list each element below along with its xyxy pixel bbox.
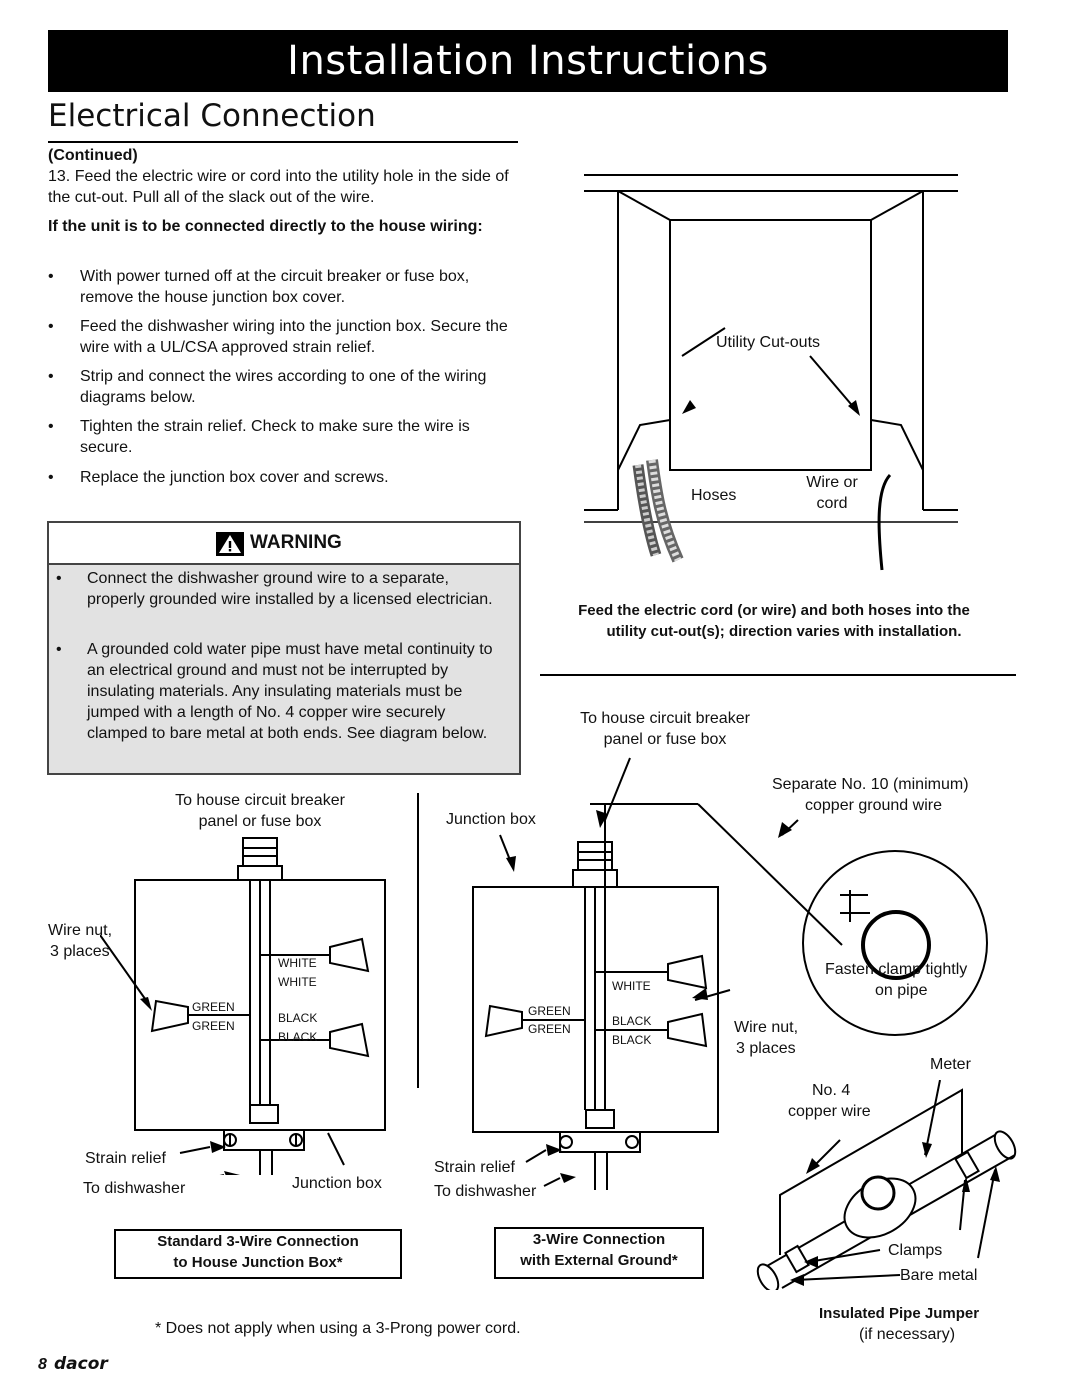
cutout-caption-line2: utility cut-out(s); direction varies with installation. bbox=[606, 623, 962, 640]
bullet-glyph: • bbox=[48, 469, 54, 486]
step-13: 13. Feed the electric wire or cord into the utility hole in the side of the cut-out. Pull all of the slack out of the wire. bbox=[48, 168, 509, 206]
ext-white-label: WHITE bbox=[612, 979, 651, 993]
wire-or-label: Wire or bbox=[806, 474, 858, 491]
bullet-text: Replace the junction box cover and screws. bbox=[80, 469, 389, 486]
bullet-glyph: • bbox=[48, 368, 54, 385]
std-white-label: WHITE bbox=[278, 975, 317, 989]
ext-caption-line1: 3-Wire Connection bbox=[532, 1231, 666, 1248]
standard-connection-diagram bbox=[100, 835, 420, 1175]
ext-wire-nut-label-1: Wire nut, bbox=[734, 1019, 799, 1036]
warning-text: A grounded cold water pipe must have metal continuity to an electrical ground and must not be interrupted by insulating materials. Any insulating materials must be jumped with a length of No. 4 copper wire securely clamped to bare metal at both ends. See diagram below. bbox=[87, 641, 493, 742]
ext-black-label: BLACK bbox=[612, 1014, 652, 1028]
ext-green-label: GREEN bbox=[528, 1022, 571, 1036]
ext-wire-nut-label-2: 3 places bbox=[736, 1040, 796, 1057]
std-wire-nut-label-1: Wire nut, bbox=[48, 922, 113, 939]
std-black-label: BLACK bbox=[278, 1030, 318, 1044]
warning-bullet bbox=[56, 568, 506, 631]
std-green-label: GREEN bbox=[192, 1019, 235, 1033]
std-caption-line2: to House Junction Box* bbox=[173, 1254, 343, 1271]
bullet-text: Strip and connect the wires according to one of the wiring diagrams below. bbox=[80, 368, 487, 406]
instruction-bullet bbox=[48, 416, 508, 458]
clamps-label: Clamps bbox=[888, 1242, 943, 1259]
ext-strain-relief-label: Strain relief bbox=[434, 1159, 515, 1176]
instruction-bullet bbox=[48, 266, 508, 308]
direct-wiring-heading: If the unit is to be connected directly to the house wiring: bbox=[48, 218, 483, 235]
ext-green-label: GREEN bbox=[528, 1004, 571, 1018]
bullet-glyph: • bbox=[48, 418, 54, 435]
std-caption-box bbox=[114, 1229, 402, 1279]
bullet-glyph: • bbox=[56, 570, 62, 587]
figure-divider bbox=[540, 674, 1016, 676]
std-junction-box-label: Junction box bbox=[292, 1175, 382, 1192]
ext-to-dishwasher-label: To dishwasher bbox=[434, 1183, 537, 1200]
std-caption-line1: Standard 3-Wire Connection bbox=[157, 1233, 359, 1250]
instruction-bullet bbox=[48, 467, 508, 489]
bullet-glyph: • bbox=[56, 641, 62, 658]
footnote: * Does not apply when using a 3-Prong power cord. bbox=[155, 1320, 521, 1337]
fasten-clamp-label-2: on pipe bbox=[875, 982, 928, 999]
std-wire-nut-label-2: 3 places bbox=[50, 943, 110, 960]
fasten-clamp-label-1: Fasten clamp tightly bbox=[825, 961, 968, 978]
section-rule bbox=[48, 141, 518, 143]
bare-metal-label: Bare metal bbox=[900, 1267, 978, 1284]
meter-label: Meter bbox=[930, 1056, 971, 1073]
std-black-label: BLACK bbox=[278, 1011, 318, 1025]
ext-black-label: BLACK bbox=[612, 1033, 652, 1047]
instruction-bullet bbox=[48, 316, 508, 358]
cutout-illustration bbox=[560, 160, 1020, 580]
dacor-logo: dacor bbox=[54, 1354, 108, 1374]
std-white-label: WHITE bbox=[278, 956, 317, 970]
bullet-text: Tighten the strain relief. Check to make sure the wire is secure. bbox=[80, 418, 470, 456]
utility-cutouts-label: Utility Cut-outs bbox=[716, 334, 821, 351]
separate-ground-label-2: copper ground wire bbox=[805, 797, 942, 814]
cutout-caption-line1: Feed the electric cord (or wire) and both hoses into the bbox=[578, 602, 970, 619]
warning-triangle-icon bbox=[216, 532, 244, 556]
hoses-label: Hoses bbox=[691, 487, 737, 504]
bullet-text: Feed the dishwasher wiring into the junction box. Secure the wire with a UL/CSA approved strain relief. bbox=[80, 318, 508, 356]
ext-caption-line2: with External Ground* bbox=[520, 1252, 678, 1269]
pipe-caption-line1: Insulated Pipe Jumper bbox=[819, 1305, 980, 1322]
std-green-label: GREEN bbox=[192, 1000, 235, 1014]
pipe-caption-line2: (if necessary) bbox=[859, 1326, 956, 1343]
ext-caption-box bbox=[494, 1227, 704, 1279]
bullet-text: With power turned off at the circuit breaker or fuse box, remove the house junction box cover. bbox=[80, 268, 470, 306]
std-breaker-label-1: To house circuit breaker bbox=[175, 792, 345, 809]
cord-label: cord bbox=[816, 495, 848, 512]
std-strain-relief-label: Strain relief bbox=[85, 1150, 166, 1167]
ext-junction-box-label: Junction box bbox=[446, 811, 536, 828]
no4-label: No. 4 bbox=[812, 1082, 851, 1099]
std-breaker-label-2: panel or fuse box bbox=[198, 813, 322, 830]
bullet-glyph: • bbox=[48, 268, 54, 285]
ext-breaker-label-2: panel or fuse box bbox=[603, 731, 727, 748]
ext-breaker-label-1: To house circuit breaker bbox=[580, 710, 750, 727]
warning-text: Connect the dishwasher ground wire to a separate, properly grounded wire installed by a licensed electrician. bbox=[87, 570, 493, 608]
continued-label: (Continued) bbox=[48, 147, 138, 164]
separate-ground-label-1: Separate No. 10 (minimum) bbox=[772, 776, 969, 793]
warning-label: WARNING bbox=[250, 532, 342, 553]
bullet-glyph: • bbox=[48, 318, 54, 335]
copper-wire-label: copper wire bbox=[788, 1103, 871, 1120]
std-to-dishwasher-label: To dishwasher bbox=[83, 1180, 186, 1197]
section-title: Electrical Connection bbox=[48, 98, 376, 134]
instruction-bullet bbox=[48, 366, 508, 408]
page-banner: Installation Instructions bbox=[48, 30, 1008, 92]
page-number: 8 bbox=[38, 1356, 47, 1373]
